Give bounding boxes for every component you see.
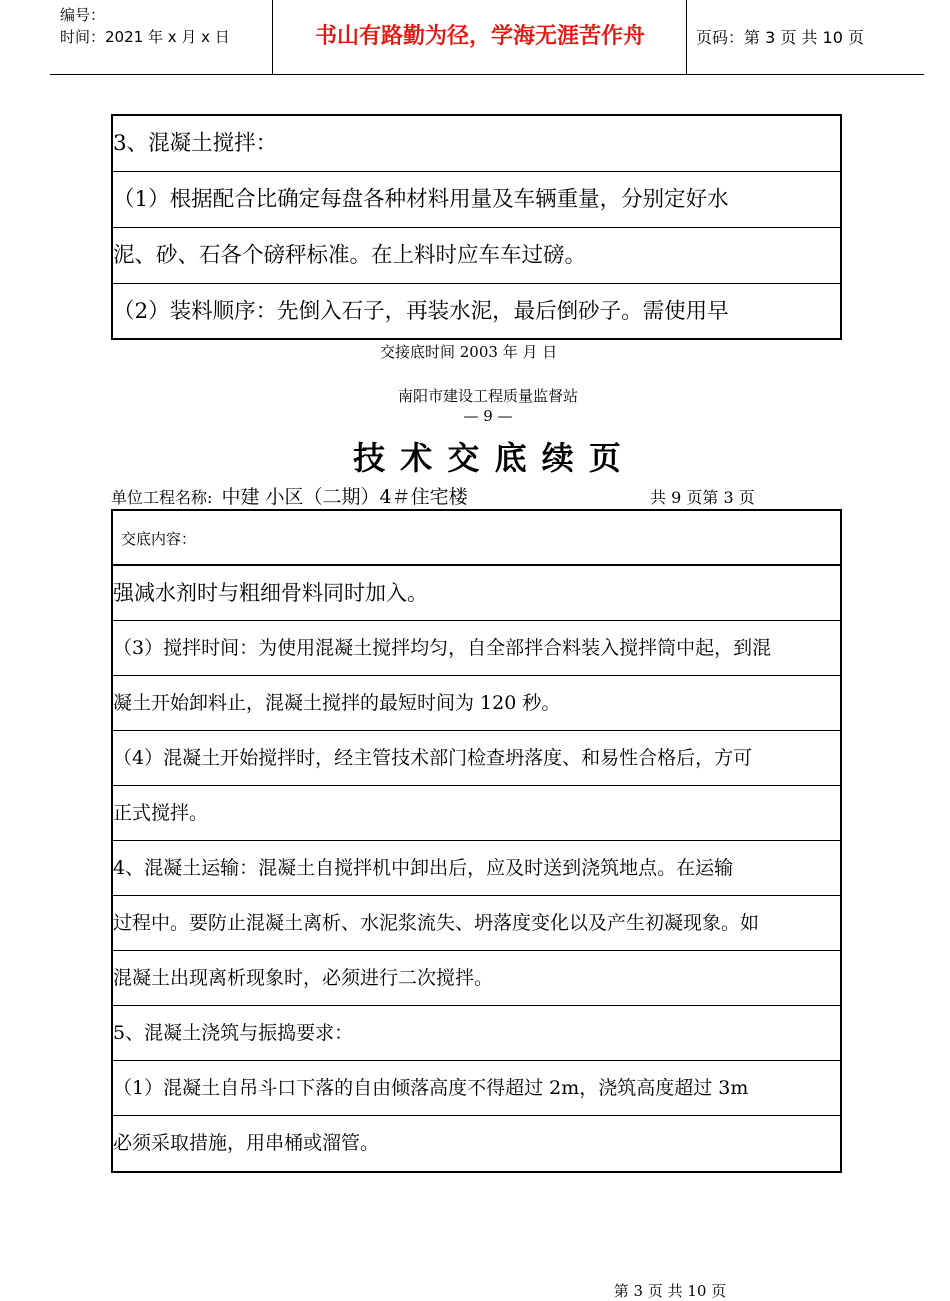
header-divider bbox=[272, 0, 273, 74]
table-row: 必须采取措施，用串桶或溜管。 bbox=[113, 1132, 380, 1154]
header-meta bbox=[60, 4, 272, 48]
content-label: 交底内容： bbox=[121, 530, 197, 548]
content-table bbox=[111, 564, 842, 1173]
header-motto: 书山有路勤为径，学海无涯苦作舟 bbox=[314, 24, 645, 49]
header-divider bbox=[686, 0, 687, 74]
table-row: （1）根据配合比确定每盘各种材料用量及车辆重量，分别定好水 bbox=[113, 172, 840, 228]
station-name: 南阳市建设工程质量监督站 bbox=[397, 387, 578, 405]
table-row: 5、混凝土浇筑与振捣要求： bbox=[113, 1006, 840, 1061]
table-row: （4）混凝土开始搅拌时，经主管技术部门检查坍落度、和易性合格后，方可 bbox=[113, 731, 840, 786]
unit-line bbox=[111, 485, 468, 510]
table-row: 4、混凝土运输：混凝土自搅拌机中卸出后，应及时送到浇筑地点。在运输 bbox=[113, 841, 840, 896]
header-page-label: 页码：第 3 页 共 10 页 bbox=[696, 28, 864, 47]
handover-time: 交接底时间 2003 年 月 日 bbox=[380, 343, 558, 361]
content-table-previous bbox=[111, 114, 842, 340]
table-row: 过程中。要防止混凝土离析、水泥浆流失、坍落度变化以及产生初凝现象。如 bbox=[113, 896, 840, 951]
table-row: （1）混凝土自吊斗口下落的自由倾落高度不得超过 2m，浇筑高度超过 3m bbox=[113, 1061, 840, 1116]
table-row: 正式搅拌。 bbox=[113, 786, 840, 841]
table-row: 强减水剂时与粗细骨料同时加入。 bbox=[113, 566, 840, 621]
pages-info: 共 9 页第 3 页 bbox=[650, 488, 755, 507]
unit-label: 单位工程名称: bbox=[111, 488, 213, 507]
table-row: （2）装料顺序：先倒入石子，再装水泥，最后倒砂子。需使用早 bbox=[113, 299, 729, 324]
table-row: 3、混凝土搅拌： bbox=[113, 116, 840, 172]
table-row: （3）搅拌时间：为使用混凝土搅拌均匀，自全部拌合料装入搅拌筒中起，到混 bbox=[113, 621, 840, 676]
page-title: 技 术 交 底 续 页 bbox=[353, 439, 623, 477]
page-marker: — 9 — bbox=[463, 407, 513, 425]
table-row: 泥、砂、石各个磅秤标准。在上料时应车车过磅。 bbox=[113, 228, 840, 284]
unit-name: 中建 小区（二期）4＃住宅楼 bbox=[221, 486, 468, 508]
page-footer: 第 3 页 共 10 页 bbox=[613, 1282, 727, 1300]
table-row: 混凝土出现离析现象时，必须进行二次搅拌。 bbox=[113, 951, 840, 1006]
time-label: 时间：2021 年 x 月 x 日 bbox=[60, 28, 230, 46]
content-label-box bbox=[111, 509, 842, 566]
code-label: 编号： bbox=[60, 6, 106, 24]
table-row: 凝土开始卸料止，混凝土搅拌的最短时间为 120 秒。 bbox=[113, 676, 840, 731]
page-header bbox=[50, 0, 924, 75]
